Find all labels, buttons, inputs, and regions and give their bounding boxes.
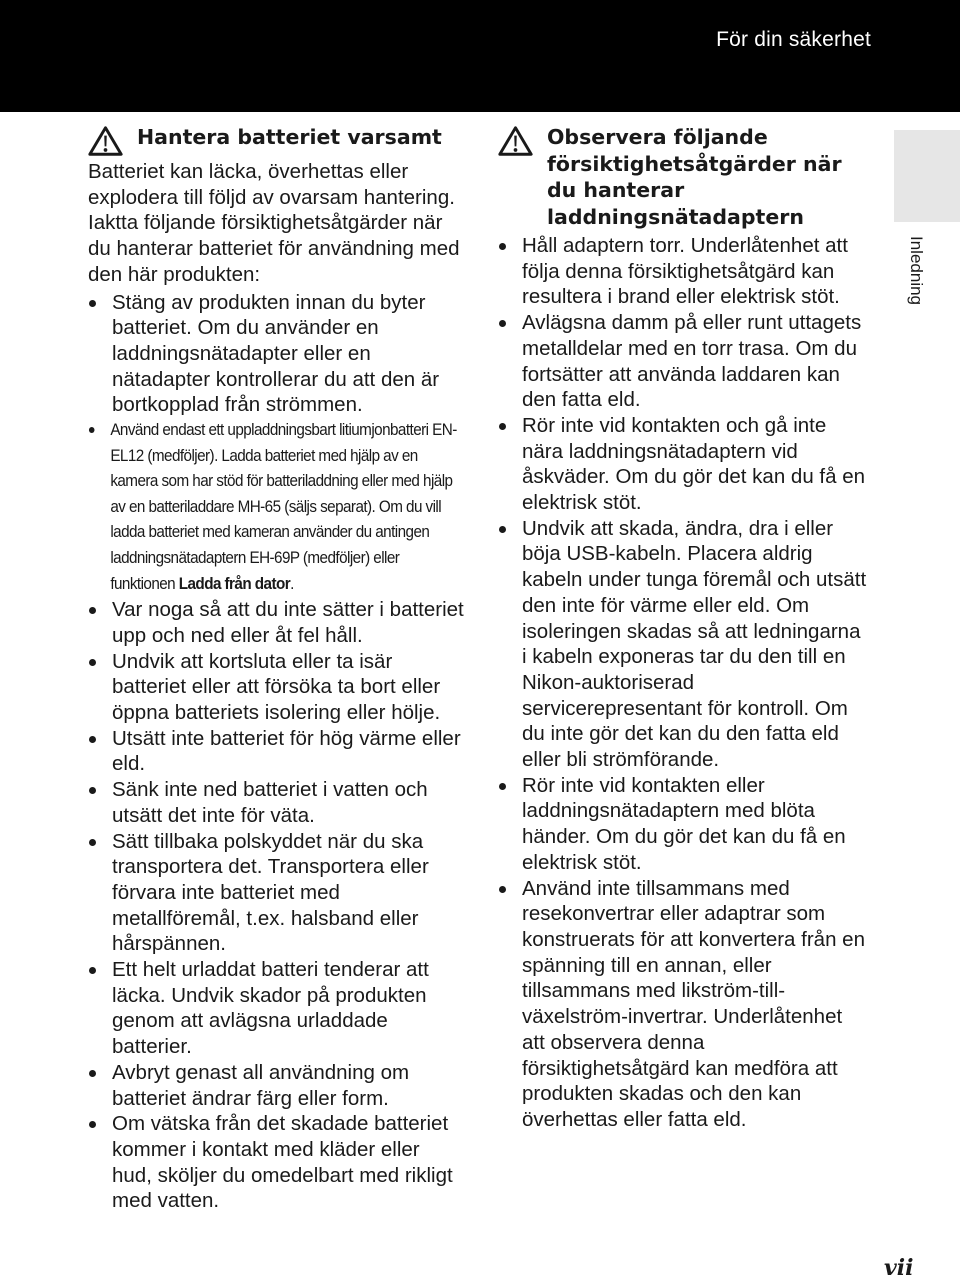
header-title: För din säkerhet xyxy=(716,28,871,51)
page-number: vii xyxy=(884,1255,914,1281)
adapter-safety-title: Observera följande försiktighetsåtgärder när du hanterar laddningsnätadaptern xyxy=(547,125,842,229)
list-item: Rör inte vid kontakten eller laddningsnätadaptern med blöta händer. Om du gör det kan du få en elektrisk stöt. xyxy=(498,773,870,876)
chapter-tab xyxy=(894,130,960,222)
page-header xyxy=(0,0,960,112)
list-item: Avlägsna damm på eller runt uttagets metalldelar med en torr trasa. Om du fortsätter att använda laddaren kan den fatta eld. xyxy=(498,310,870,413)
list-item: Sänk inte ned batteriet i vatten och utsätt det inte för väta. xyxy=(88,777,464,828)
list-item: Om vätska från det skadade batteriet kommer i kontakt med kläder eller hud, sköljer du omedelbart med rikligt med vatten. xyxy=(88,1111,464,1214)
battery-safety-section xyxy=(88,124,464,1214)
battery-safety-intro: Batteriet kan läcka, överhettas eller explodera till följd av ovarsam hantering. Iaktta följande försiktighetsåtgärder när du hanterar batteriet för användning med den här produkten: xyxy=(88,160,460,286)
list-item: Utsätt inte batteriet för hög värme eller eld. xyxy=(88,726,464,777)
list-item xyxy=(88,418,466,597)
adapter-safety-heading xyxy=(498,124,870,230)
ladda-fran-dator-emphasis: Ladda från dator xyxy=(178,574,291,593)
condensed-bullet-suffix: . xyxy=(290,574,294,593)
battery-safety-list xyxy=(88,290,464,1215)
list-item: Använd inte tillsammans med resekonvertrar eller adaptrar som konstruerats för att konvertera från en spänning till en annan, eller tillsammans med likström-till-växelström-invertrar. Underlåtenhet att observera denna försiktighetsåtgärd kan medföra att produkten skadas och den kan överhettas eller fatta eld. xyxy=(498,876,870,1133)
battery-safety-title: Hantera batteriet varsamt xyxy=(137,125,442,149)
list-item: Stäng av produkten innan du byter batteriet. Om du använder en laddningsnätadapter eller en nätadapter kontrollerar du att den är bortkopplad från strömmen. xyxy=(88,290,464,419)
list-item: Undvik att skada, ändra, dra i eller böja USB-kabeln. Placera aldrig kabeln under tunga föremål och utsätt den inte för värme eller eld. Om isoleringen skadas så att ledningarna i kabeln exponeras tar du den till en Nikon-auktoriserad servicerepresentant för kontroll. Om du inte gör det kan du den fatta eld eller bli strömförande. xyxy=(498,516,870,773)
list-item: Håll adaptern torr. Underlåtenhet att följa denna försiktighetsåtgärd kan resultera i brand eller elektrisk stöt. xyxy=(498,233,870,310)
adapter-safety-section xyxy=(498,124,870,1133)
adapter-safety-list xyxy=(498,233,870,1133)
list-item: Sätt tillbaka polskyddet när du ska transportera det. Transportera eller förvara inte batteriet med metallföremål, t.ex. halsband eller hårspännen. xyxy=(88,829,464,958)
warning-triangle-icon xyxy=(88,126,123,156)
chapter-tab-label: Inledning xyxy=(907,236,926,306)
list-item: Undvik att kortsluta eller ta isär batteriet eller att försöka ta bort eller öppna batteriets isolering eller hölje. xyxy=(88,649,464,726)
condensed-bullet-text: Använd endast ett uppladdningsbart litiumjonbatteri EN-EL12 (medföljer). Ladda batteriet med hjälp av en kamera som har stöd för batteriladdning eller med hjälp av en batteriladdare MH-65 (säljs separat). Om du vill ladda batteriet med kameran använder du antingen laddningsnätadaptern EH-69P (medföljer) eller funktionen xyxy=(110,421,457,593)
list-item: Rör inte vid kontakten och gå inte nära laddningsnätadaptern vid åskväder. Om du gör det kan du få en elektrisk stöt. xyxy=(498,413,870,516)
list-item: Var noga så att du inte sätter i batteriet upp och ned eller åt fel håll. xyxy=(88,597,464,648)
list-item: Avbryt genast all användning om batteriet ändrar färg eller form. xyxy=(88,1060,464,1111)
warning-triangle-icon xyxy=(498,126,533,156)
battery-safety-heading xyxy=(88,124,464,156)
list-item: Ett helt urladdat batteri tenderar att läcka. Undvik skador på produkten genom att avlägsna urladdade batterier. xyxy=(88,957,464,1060)
